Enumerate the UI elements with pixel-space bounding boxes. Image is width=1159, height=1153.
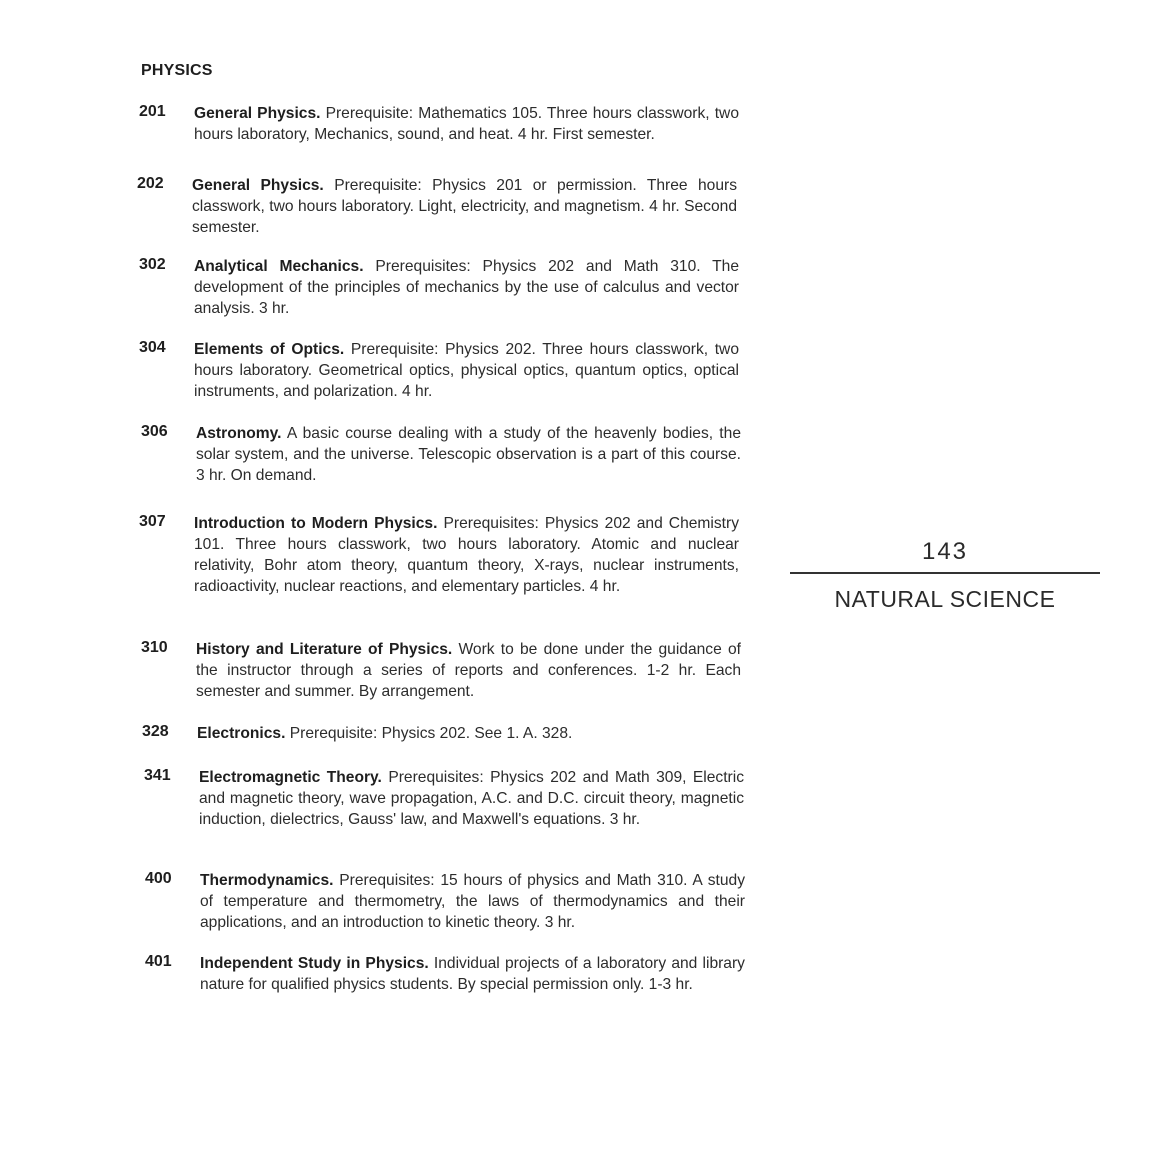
- course-number: 328: [142, 723, 169, 740]
- course-title: Thermodynamics.: [200, 872, 334, 889]
- course-text: [196, 423, 741, 486]
- course-text: [194, 339, 739, 402]
- course-title: Electronics.: [197, 725, 286, 742]
- course-title: Electromagnetic Theory.: [199, 769, 382, 786]
- course-number: 202: [137, 175, 164, 192]
- course-description: Prerequisites: Physics 202 and Math 310. The development of the principles of mechanics by the use of calculus and vector analysis. 3 hr.: [194, 258, 739, 317]
- chapter-name: NATURAL SCIENCE: [834, 586, 1056, 612]
- course-description: Prerequisites: Physics 202 and Math 309, Electric and magnetic theory, wave propagation, A.C. and D.C. circuit theory, magnetic induction, dielectrics, Gauss' law, and Maxwell's equations. 3 hr.: [199, 769, 745, 828]
- course-text: [200, 953, 745, 995]
- course-title: General Physics.: [194, 105, 321, 122]
- course-title: Introduction to Modern Physics.: [194, 515, 438, 532]
- course-title: Analytical Mechanics.: [194, 258, 364, 275]
- course-description: Prerequisite: Physics 202. Three hours classwork, two hours laboratory. Geometrical optics, physical optics, quantum optics, optical instruments, and polarization. 4 hr.: [194, 341, 739, 400]
- course-description: A basic course dealing with a study of the heavenly bodies, the solar system, and the universe. Telescopic observation is a part of this course. 3 hr. On demand.: [196, 425, 741, 484]
- course-number: 201: [139, 103, 166, 120]
- page-number: 143: [921, 538, 969, 565]
- course-description: Prerequisite: Mathematics 105. Three hours classwork, two hours laboratory, Mechanics, sound, and heat. 4 hr. First semester.: [194, 105, 739, 143]
- course-title: Independent Study in Physics.: [200, 955, 429, 972]
- course-description: Prerequisite: Physics 202. See 1. A. 328.: [289, 725, 573, 742]
- course-description: Individual projects of a laboratory and library nature for qualified physics students. By special permission only. 1-3 hr.: [200, 955, 745, 993]
- course-number: 306: [141, 423, 168, 440]
- course-number: 341: [144, 767, 171, 784]
- course-text: [192, 175, 737, 238]
- course-number: 310: [141, 639, 168, 656]
- course-text: [197, 723, 742, 744]
- course-text: [194, 256, 739, 319]
- section-heading: PHYSICS: [141, 62, 213, 79]
- course-description: Prerequisites: 15 hours of physics and Math 310. A study of temperature and thermometry, the laws of thermodynamics and their applications, and an introduction to kinetic theory. 3 hr.: [200, 872, 745, 931]
- course-title: Elements of Optics.: [194, 341, 345, 358]
- course-text: [194, 513, 739, 597]
- course-description: Prerequisite: Physics 201 or permission. Three hours classwork, two hours laboratory. Light, electricity, and magnetism. 4 hr. Second semester.: [192, 177, 737, 236]
- course-description: Work to be done under the guidance of the instructor through a series of reports and conferences. 1-2 hr. Each semester and summer. By arrangement.: [196, 641, 741, 700]
- course-title: History and Literature of Physics.: [196, 641, 453, 658]
- course-number: 401: [145, 953, 172, 970]
- course-number: 400: [145, 870, 172, 887]
- course-title: Astronomy.: [196, 425, 282, 442]
- course-text: [200, 870, 745, 933]
- course-text: [194, 103, 739, 145]
- course-text: [199, 767, 744, 830]
- course-text: [196, 639, 741, 702]
- course-number: 304: [139, 339, 166, 356]
- course-description: Prerequisites: Physics 202 and Chemistry 101. Three hours classwork, two hours laboratory. Atomic and nuclear relativity, Bohr atom theory, quantum theory, X-rays, nuclear instruments, radioactivity, nuclear reactions, and elementary particles. 4 hr.: [194, 515, 739, 595]
- section-divider: [790, 572, 1100, 574]
- course-title: General Physics.: [192, 177, 324, 194]
- course-number: 302: [139, 256, 166, 273]
- course-number: 307: [139, 513, 166, 530]
